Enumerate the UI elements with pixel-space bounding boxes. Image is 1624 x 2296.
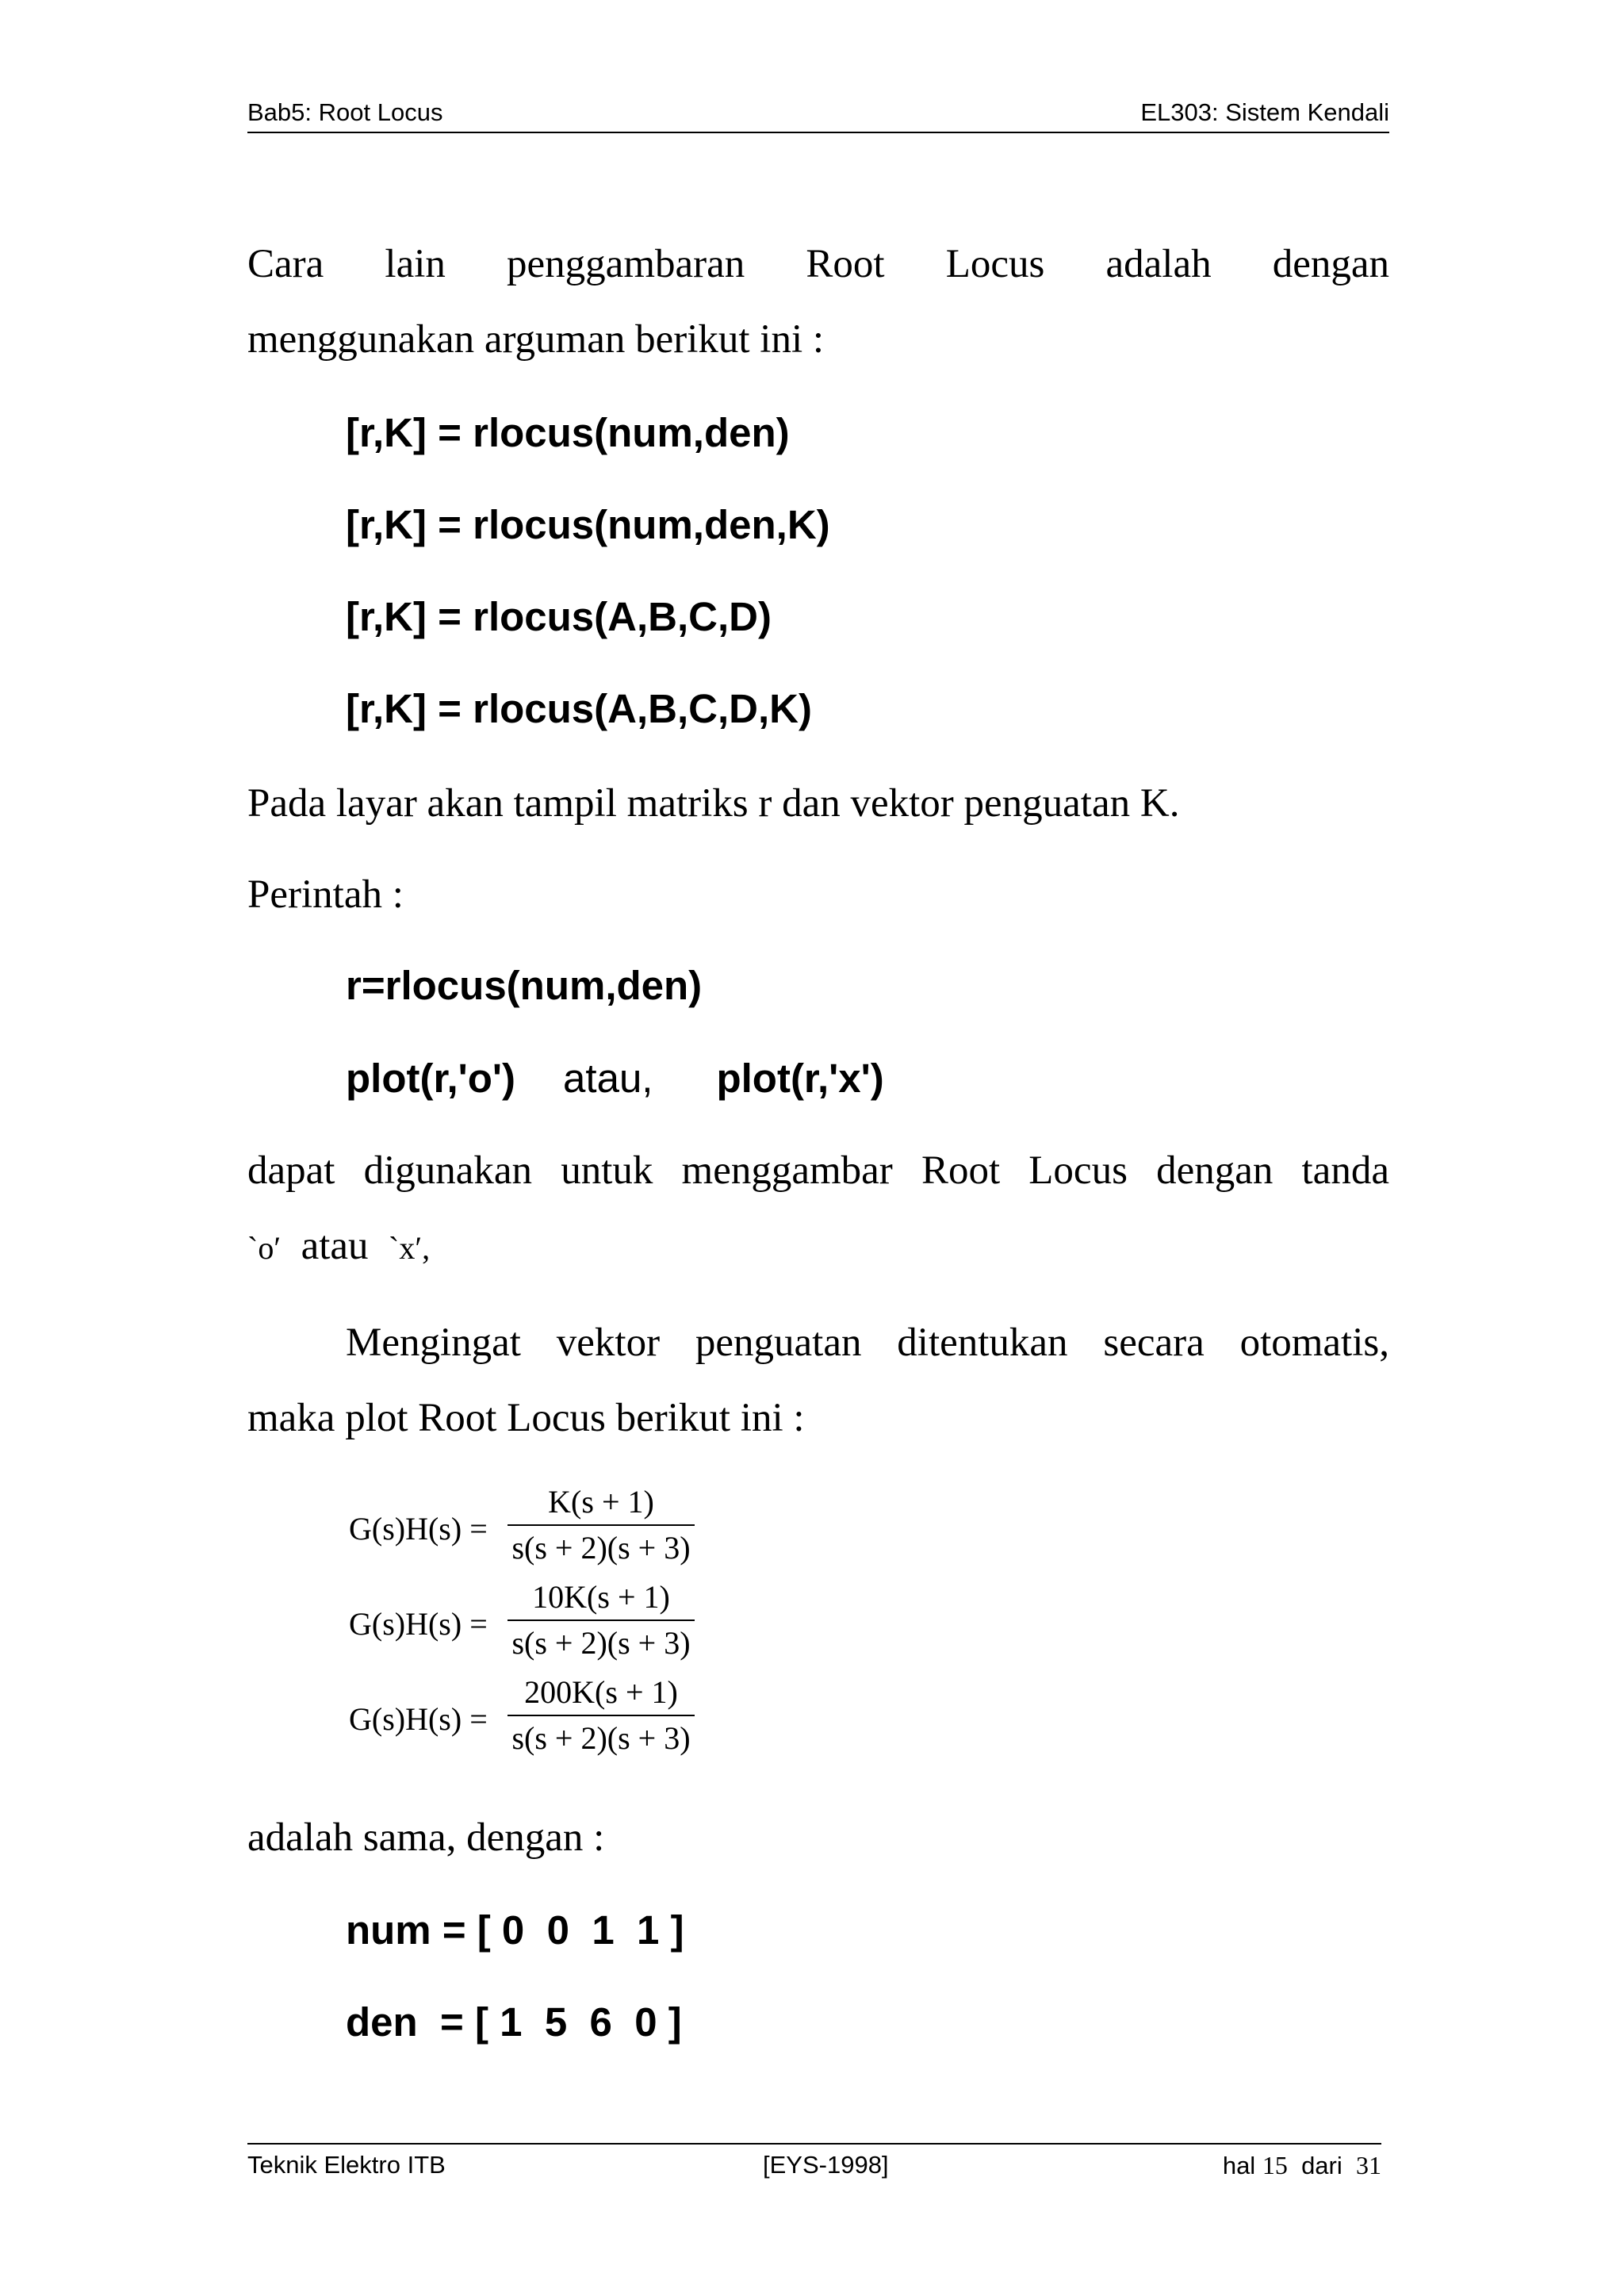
- fraction: [508, 1673, 695, 1757]
- word: dengan: [1156, 1148, 1274, 1193]
- equation-lhs: G(s)H(s) =: [349, 1701, 488, 1737]
- word: dapat: [247, 1148, 335, 1193]
- atau-text: atau,: [563, 1056, 653, 1101]
- paragraph-1-line-2: menggunakan arguman berikut ini :: [247, 317, 825, 362]
- atau-word: atau: [301, 1224, 369, 1268]
- word: secara: [1103, 1320, 1205, 1365]
- header-course: EL303: Sistem Kendali: [1140, 98, 1389, 126]
- word: Mengingat: [346, 1320, 521, 1365]
- equation-lhs: G(s)H(s) =: [349, 1606, 488, 1642]
- word: Root: [921, 1148, 1001, 1193]
- code-den: den = [ 1 5 6 0 ]: [346, 1999, 682, 2045]
- paragraph-1-line-1: [247, 240, 1389, 288]
- code-line: [r,K] = rlocus(num,den,K): [346, 502, 830, 547]
- perintah-label: Perintah :: [247, 872, 404, 917]
- paragraph-3-line-2: [247, 1222, 1389, 1272]
- plot-commands-line: [346, 1055, 884, 1102]
- page-header: [247, 94, 1389, 133]
- word: penguatan: [695, 1320, 862, 1365]
- current-page: 15: [1262, 2151, 1288, 2179]
- dari-label: dari: [1301, 2152, 1342, 2179]
- word: Locus: [1028, 1148, 1128, 1193]
- header-chapter: Bab5: Root Locus: [247, 98, 443, 126]
- paragraph-2: Pada layar akan tampil matriks r dan vektor penguatan K.: [247, 781, 1180, 826]
- denominator: s(s + 2)(s + 3): [511, 1720, 691, 1756]
- total-pages: 31: [1356, 2151, 1381, 2179]
- equation-1: [349, 1483, 761, 1575]
- code-line: r=rlocus(num,den): [346, 963, 703, 1008]
- footer-reference: [EYS-1998]: [763, 2151, 889, 2179]
- word: ditentukan: [897, 1320, 1068, 1365]
- word: untuk: [561, 1148, 653, 1193]
- code-line: [r,K] = rlocus(num,den): [346, 410, 790, 455]
- word: vektor: [556, 1320, 661, 1365]
- word: adalah: [1105, 242, 1212, 286]
- word: tanda: [1301, 1148, 1389, 1193]
- numerator: 10K(s + 1): [532, 1579, 670, 1615]
- word: digunakan: [363, 1148, 533, 1193]
- fraction: [508, 1483, 695, 1567]
- word: penggambaran: [507, 242, 745, 286]
- fraction: [508, 1578, 695, 1662]
- hal-label: hal: [1222, 2152, 1256, 2179]
- code-num: num = [ 0 0 1 1 ]: [346, 1907, 684, 1953]
- code-plot-x: plot(r,'x'): [716, 1056, 884, 1101]
- word: Cara: [247, 242, 324, 286]
- equation-2: [349, 1578, 761, 1670]
- numerator: 200K(s + 1): [524, 1674, 678, 1710]
- footer-page-number: [1223, 2151, 1381, 2180]
- code-line: [r,K] = rlocus(A,B,C,D,K): [346, 686, 812, 731]
- code-line: [r,K] = rlocus(A,B,C,D): [346, 594, 772, 639]
- equation-3: [349, 1673, 761, 1765]
- word: menggambar: [681, 1148, 893, 1193]
- word: dengan: [1272, 242, 1389, 286]
- fraction-bar: [508, 1524, 695, 1526]
- paragraph-5: adalah sama, dengan :: [247, 1815, 605, 1860]
- page-footer: [247, 2143, 1381, 2183]
- word: lain: [385, 242, 446, 286]
- footer-institution: Teknik Elektro ITB: [247, 2151, 446, 2179]
- paragraph-4-line-2: maka plot Root Locus berikut ini :: [247, 1396, 805, 1440]
- fraction-bar: [508, 1715, 695, 1716]
- mark-o: `o′: [247, 1230, 282, 1266]
- word: Locus: [945, 242, 1045, 286]
- word: Root: [806, 242, 885, 286]
- fraction-bar: [508, 1619, 695, 1621]
- paragraph-3-line-1: [247, 1147, 1389, 1194]
- denominator: s(s + 2)(s + 3): [511, 1530, 691, 1566]
- paragraph-4-line-1: [346, 1319, 1389, 1366]
- denominator: s(s + 2)(s + 3): [511, 1625, 691, 1661]
- equation-lhs: G(s)H(s) =: [349, 1511, 488, 1547]
- word: otomatis,: [1239, 1320, 1389, 1365]
- numerator: K(s + 1): [548, 1484, 654, 1520]
- code-plot-o: plot(r,'o'): [346, 1056, 516, 1101]
- mark-x: `x′,: [389, 1230, 431, 1266]
